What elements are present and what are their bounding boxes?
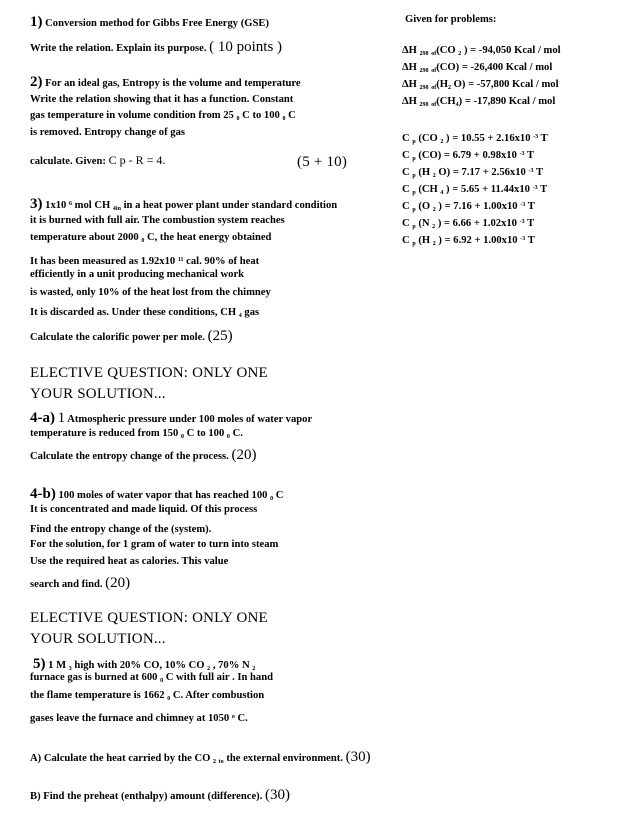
q5-line3: the flame temperature is 1662 $_0$ C. After combustion xyxy=(30,690,265,702)
q4b-line4: For the solution, for 1 gram of water to turn into steam xyxy=(30,539,279,550)
q5-line1: 5) 1 M $_3$ high with 20% CO, 10% CO $_2$ , 70% N $_2$ xyxy=(33,656,256,672)
elective-heading-2a: ELECTIVE QUESTION: ONLY ONE xyxy=(30,610,268,626)
q3-line4: It has been measured as 1.92x10 $^{11}$ cal. 90% of heat xyxy=(30,256,260,267)
dh-row-co2: ΔH $_{298}$ $_{of}$(CO $_2$ ) = -94,050 Kcal / mol xyxy=(402,45,561,57)
q5-part-b: B) Find the preheat (enthalpy) amount (difference). (30) xyxy=(30,787,291,803)
cp-row-co2: C $_p$ (CO $_2$ ) = 10.55 + 2.16x10 $^{-3}$ T xyxy=(402,133,548,145)
q4b-line3: Find the entropy change of the (system). xyxy=(30,524,212,535)
q5-line2: furnace gas is burned at 600 $_0$ C with full air . In hand xyxy=(30,672,273,684)
q4b-line5: Use the required heat as calories. This value xyxy=(30,556,229,567)
q1-title: 1) Conversion method for Gibbs Free Energy (GSE) xyxy=(30,14,269,30)
q3-line1: 3) 1x10 $^6$ mol CH $_{4in}$ in a heat power plant under standard condition xyxy=(30,196,338,212)
elective-heading-1b: YOUR SOLUTION... xyxy=(30,386,166,402)
dh-row-h2o: ΔH $_{298}$ $_{of}(H_2$ O) = -57,800 Kcal / mol xyxy=(402,79,559,91)
q4b-line2: It is concentrated and made liquid. Of this process xyxy=(30,504,258,515)
elective-heading-1a: ELECTIVE QUESTION: ONLY ONE xyxy=(30,365,268,381)
q2-points: (5 + 10) xyxy=(297,154,348,170)
q4b-line6: search and find. (20) xyxy=(30,575,131,591)
cp-row-h2: C $_p$ (H $_2$ ) = 6.92 + 1.00x10 $^{-3}$ T xyxy=(402,235,535,247)
cp-row-co: C $_p$ (CO) = 6.79 + 0.98x10 $^{-3}$ T xyxy=(402,150,535,162)
dh-row-co: ΔH $_{298}$ $_{of}$(CO) = -26,400 Kcal / mol xyxy=(402,62,553,74)
q3-line7: It is discarded as. Under these conditions, CH $_4$ gas xyxy=(30,307,260,319)
cp-row-h2o: C $_p$ (H $_2$ O) = 7.17 + 2.56x10 $^{-3}$ T xyxy=(402,167,544,179)
q3-line8: Calculate the calorific power per mole. (25) xyxy=(30,328,233,344)
q4b-line1: 4-b) 100 moles of water vapor that has reached 100 $_0$ C xyxy=(30,486,284,502)
q3-line3: temperature about 2000 $_0$ C, the heat energy obtained xyxy=(30,232,272,244)
dh-row-ch4: ΔH $_{298}$ $_{of}(CH_4) = -17,890$ Kcal / mol xyxy=(402,96,556,108)
q2-line3: gas temperature in volume condition from 25 $_0$ C to 100 $_0$ C xyxy=(30,110,296,122)
q1-line2: Write the relation. Explain its purpose. ( 10 points ) xyxy=(30,39,283,55)
q2-line1: 2) For an ideal gas, Entropy is the volume and temperature xyxy=(30,74,301,90)
q2-line4: is removed. Entropy change of gas xyxy=(30,127,185,138)
q4a-line1: 4-a) 1 Atmospheric pressure under 100 moles of water vapor xyxy=(30,410,313,426)
given-title: Given for problems: xyxy=(405,14,497,25)
q3-line5: efficiently in a unit producing mechanical work xyxy=(30,269,245,280)
q3-line6: is wasted, only 10% of the heat lost from the chimney xyxy=(30,287,271,298)
q2-line2: Write the relation showing that it has a function. Constant xyxy=(30,94,294,105)
cp-row-n2: C $_p$ (N $_2$ ) = 6.66 + 1.02x10 $^{-3}$ T xyxy=(402,218,535,230)
q2-line5: calculate. Given: C p - R = 4. xyxy=(30,153,166,167)
elective-heading-2b: YOUR SOLUTION... xyxy=(30,631,166,647)
q5-line4: gases leave the furnace and chimney at 1050 $^o$ C. xyxy=(30,713,248,724)
q5-part-a: A) Calculate the heat carried by the CO $_2$ $_{to}$ the external environment. (30) xyxy=(30,749,371,765)
cp-row-o2: C $_p$ (O $_2$ ) = 7.16 + 1.00x10 $^{-3}$ T xyxy=(402,201,535,213)
q4a-line2: temperature is reduced from 150 $_0$ C to 100 $_0$ C. xyxy=(30,428,243,440)
q3-line2: it is burned with full air. The combustion system reaches xyxy=(30,215,285,226)
q4a-line3: Calculate the entropy change of the process. (20) xyxy=(30,447,257,463)
cp-row-ch4: C $_p$ (CH $_4$ ) = 5.65 + 11.44x10 $^{-3}$ T xyxy=(402,184,548,196)
